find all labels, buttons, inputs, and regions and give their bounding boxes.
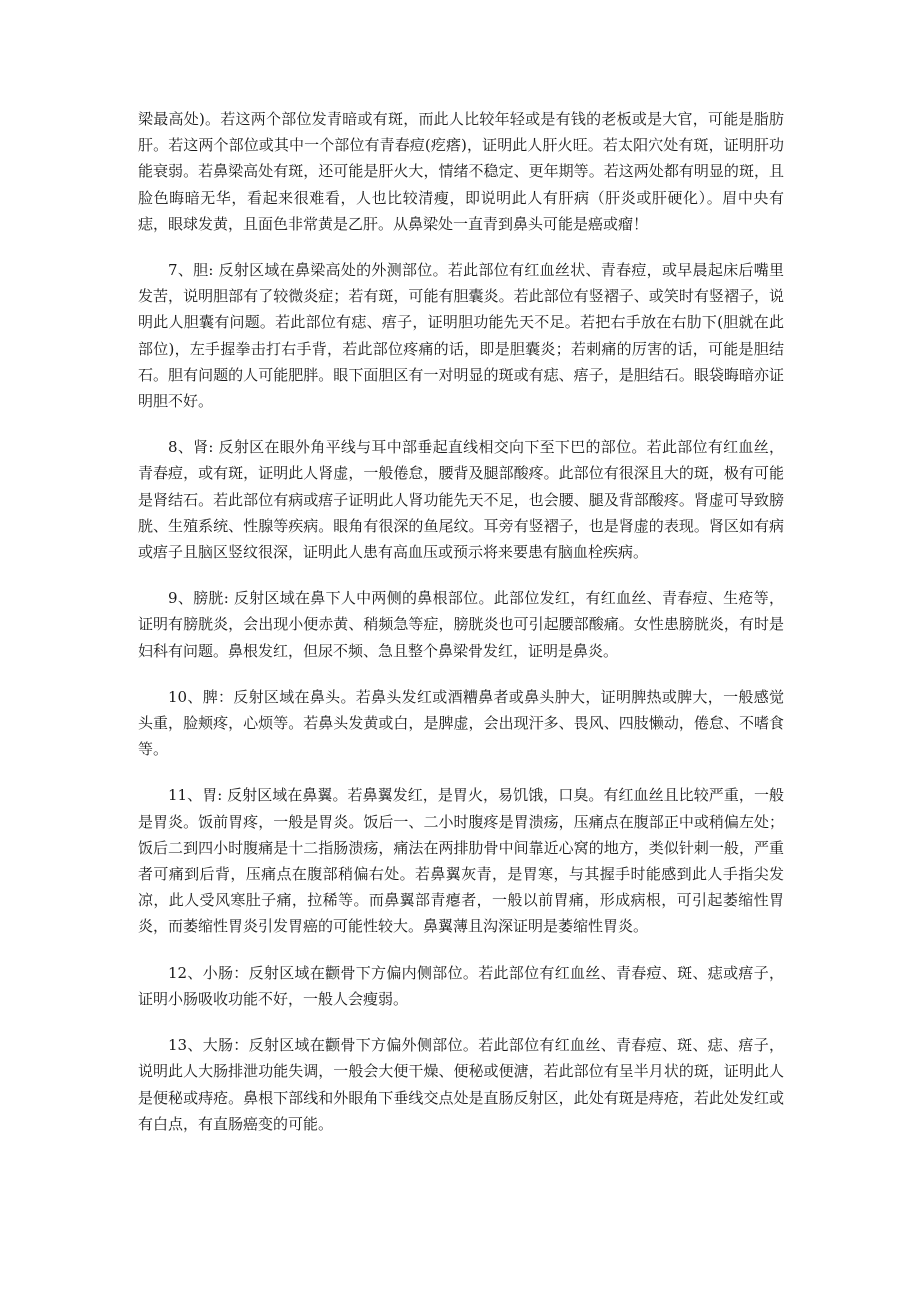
paragraph-bladder: 9、膀胱: 反射区域在鼻下人中两侧的鼻根部位。此部位发红，有红血丝、青春痘、生疮等，证明有膀胱炎，会出现小便赤黄、稍频急等症，膀胱炎也可引起腰部酸痛。女性患膀胱炎，有时是妇科有问题。鼻根发红，但尿不频、急且整个鼻梁骨发红，证明是鼻炎。 — [138, 589, 784, 660]
paragraph-large-intestine: 13、大肠：反射区域在颧骨下方偏外侧部位。若此部位有红血丝、青春痘、斑、痣、痦子，说明此人大肠排泄功能失调，一般会大便干燥、便秘或便溏，若此部位有呈半月状的斑，证明此人是便秘或痔疮。鼻根下部线和外眼角下垂线交点处是直肠反射区，此处有斑是痔疮，若此处发红或有白点，有直肠癌变的可能。 — [138, 1036, 784, 1133]
paragraph-spleen: 10、脾：反射区域在鼻头。若鼻头发红或酒糟鼻者或鼻头肿大，证明脾热或脾大，一般感觉头重，脸颊疼，心烦等。若鼻头发黄或白，是脾虚，会出现汗多、畏风、四肢懒动，倦怠、不嗜食等。 — [138, 687, 784, 759]
document-body — [138, 106, 784, 1157]
paragraph-stomach: 11、胃: 反射区域在鼻翼。若鼻翼发红，是胃火，易饥饿，口臭。有红血丝且比较严重，一般是胃炎。饭前胃疼，一般是胃炎。饭后一、二小时腹疼是胃溃疡，压痛点在腹部正中或稍偏左处；饭后二到四小时腹痛是十二指肠溃疡，痛法在两排肋骨中间靠近心窝的地方，类似针刺一般，严重者可痛到后背，压痛点在腹部稍偏右处。若鼻翼灰青，是胃寒，与其握手时能感到此人手指尖发凉，此人受风寒肚子痛，拉稀等。而鼻翼部青瘪者，一般以前胃痛，形成病根，可引起萎缩性胃炎，而萎缩性胃炎引发胃癌的可能性较大。鼻翼薄且沟深证明是萎缩性胃炎。 — [138, 786, 784, 936]
paragraph-kidney: 8、肾: 反射区在眼外角平线与耳中部垂起直线相交向下至下巴的部位。若此部位有红血丝，青春痘，或有斑，证明此人肾虚，一般倦怠，腰背及腿部酸疼。此部位有很深且大的斑，极有可能是肾结石。若此部位有病或痦子证明此人肾功能先天不足，也会腰、腿及背部酸疼。肾虚可导致膀胱、生殖系统、性腺等疾病。眼角有很深的鱼尾纹。耳旁有竖褶子，也是肾虚的表现。肾区如有病或痦子且脑区竖纹很深，证明此人患有高血压或预示将来要患有脑血栓疾病。 — [138, 438, 784, 562]
paragraph-liver-continued: 梁最高处)。若这两个部位发青暗或有斑，而此人比较年轻或是有钱的老板或是大官，可能是脂肪肝。若这两个部位或其中一个部位有青春痘(疙瘩)，证明此人肝火旺。若太阳穴处有斑，证明肝功能衰弱。若鼻梁高处有斑，还可能是肝火大，情绪不稳定、更年期等。若这两处都有明显的斑，且脸色晦暗无华，看起来很难看，人也比较清瘦，即说明此人有肝病（肝炎或肝硬化）。眉中央有痣，眼球发黄，且面色非常黄是乙肝。从鼻梁处一直青到鼻头可能是癌或瘤！ — [138, 110, 784, 233]
paragraph-gallbladder: 7、胆: 反射区域在鼻梁高处的外测部位。若此部位有红血丝状、青春痘，或早晨起床后嘴里发苦，说明胆部有了较微炎症；若有斑，可能有胆囊炎。若此部位有竖褶子、或笑时有竖褶子，说明此人胆囊有问题。若此部位有痣、痦子，证明胆功能先天不足。若把右手放在右肋下(胆就在此部位)，左手握拳击打右手背，若此部位疼痛的话，即是胆囊炎；若刺痛的厉害的话，可能是胆结石。胆有问题的人可能肥胖。眼下面胆区有一对明显的斑或有痣、痦子，是胆结石。眼袋晦暗亦证明胆不好。 — [138, 261, 784, 411]
paragraph-small-intestine: 12、小肠：反射区域在颧骨下方偏内侧部位。若此部位有红血丝、青春痘、斑、痣或痦子，证明小肠吸收功能不好，一般人会瘦弱。 — [138, 963, 784, 1008]
